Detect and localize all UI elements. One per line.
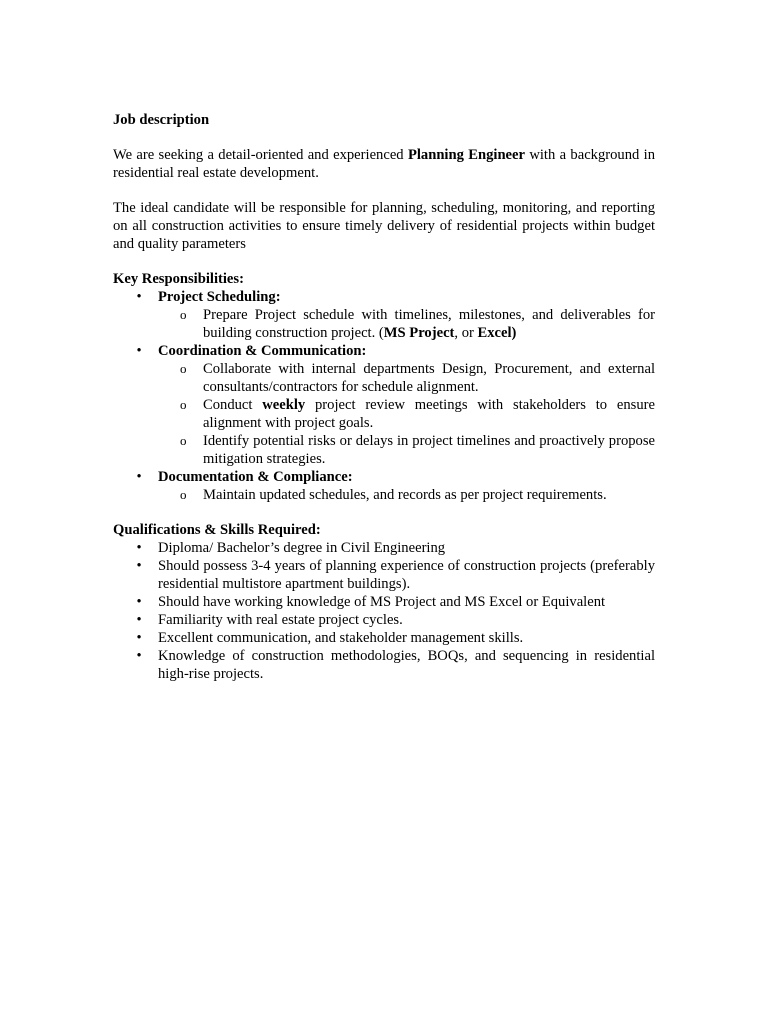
sub-bullet-icon: o: [180, 361, 187, 376]
responsibility-group: [113, 342, 655, 468]
list-item: [113, 539, 655, 557]
item-text: Identify potential risks or delays in project timelines and proactively propose mitigation strategies.: [203, 433, 655, 467]
bullet-icon: •: [136, 289, 142, 305]
intro-paragraph: [113, 146, 655, 182]
list-item: [113, 647, 655, 683]
bullet-icon: •: [136, 612, 142, 628]
list-item: [158, 432, 655, 468]
job-role-highlight: Planning Engineer: [407, 147, 525, 163]
qualifications-heading: Qualifications & Skills Required:: [113, 522, 321, 538]
group-label: Project Scheduling:: [158, 289, 281, 305]
sub-bullet-icon: o: [180, 433, 187, 448]
item-text: project review meetings with stakeholders to ensure alignment with project goals.: [203, 397, 655, 431]
list-item: [158, 396, 655, 432]
responsibilities-list: [113, 288, 655, 504]
intro-text-end: with a background in residential real estate development.: [113, 147, 655, 181]
bullet-icon: •: [136, 558, 142, 574]
responsibilities-heading: Key Responsibilities:: [113, 271, 244, 287]
summary-paragraph: The ideal candidate will be responsible for planning, scheduling, monitoring, and reporting on all construction activities to ensure timely delivery of residential projects within budget and quality parameters: [113, 200, 655, 252]
group-label: Coordination & Communication:: [158, 343, 367, 359]
qualifications-list: [113, 539, 655, 683]
item-text: , or: [454, 325, 478, 341]
item-text: Conduct: [203, 397, 263, 413]
responsibility-group: [113, 468, 655, 504]
responsibility-group: [113, 288, 655, 342]
list-item: [113, 593, 655, 611]
bullet-icon: •: [136, 594, 142, 610]
list-item: [113, 629, 655, 647]
sub-bullet-icon: o: [180, 487, 187, 502]
item-text: Knowledge of construction methodologies, BOQs, and sequencing in residential high-rise projects.: [158, 648, 655, 682]
group-items: [158, 306, 655, 342]
list-item: [113, 557, 655, 593]
list-item: [158, 306, 655, 342]
sub-bullet-icon: o: [180, 397, 187, 412]
document-page: [113, 111, 655, 683]
item-text: Should possess 3-4 years of planning experience of construction projects (preferably residential multistore apartment buildings).: [158, 558, 655, 592]
item-text-bold: Excel): [477, 325, 517, 341]
group-label: Documentation & Compliance:: [158, 469, 353, 485]
spacer: [113, 182, 655, 199]
document-title: Job description: [113, 112, 210, 128]
list-item: [113, 611, 655, 629]
group-items: [158, 486, 655, 504]
item-text-bold: weekly: [262, 397, 306, 413]
bullet-icon: •: [136, 343, 142, 359]
intro-text-start: We are seeking a detail-oriented and experienced: [113, 147, 408, 163]
group-items: [158, 360, 655, 468]
bullet-icon: •: [136, 540, 142, 556]
item-text: Prepare Project schedule with timelines, milestones, and deliverables for building construction project. (: [203, 307, 655, 341]
list-item: [158, 360, 655, 396]
bullet-icon: •: [136, 630, 142, 646]
list-item: [158, 486, 655, 504]
spacer: [113, 253, 655, 270]
item-text: Maintain updated schedules, and records as per project requirements.: [203, 487, 607, 503]
spacer: [113, 504, 655, 521]
item-text: Diploma/ Bachelor’s degree in Civil Engineering: [158, 540, 446, 556]
item-text: Should have working knowledge of MS Project and MS Excel or Equivalent: [158, 594, 606, 610]
sub-bullet-icon: o: [180, 307, 187, 322]
item-text: Collaborate with internal departments Design, Procurement, and external consultants/contractors for schedule alignment.: [203, 361, 655, 395]
bullet-icon: •: [136, 648, 142, 664]
item-text-bold: MS Project: [383, 325, 455, 341]
spacer: [113, 129, 655, 146]
item-text: Familiarity with real estate project cycles.: [158, 612, 403, 628]
bullet-icon: •: [136, 469, 142, 485]
item-text: Excellent communication, and stakeholder management skills.: [158, 630, 524, 646]
